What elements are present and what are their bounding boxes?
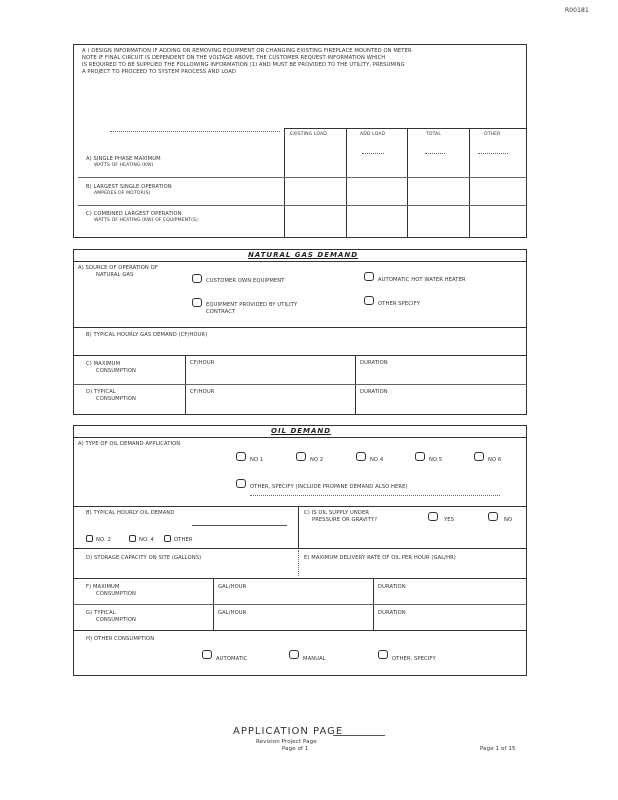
entry-blank[interactable]	[362, 153, 384, 154]
oil-pressure-no-checkbox[interactable]	[488, 512, 498, 521]
oil-source-manual-label: MANUAL	[303, 656, 326, 662]
oil-radio-3[interactable]	[164, 535, 171, 542]
oil-grade-1-label: NO 1	[250, 457, 264, 463]
section-rule	[73, 548, 527, 549]
table-row-rule	[78, 177, 527, 178]
oil-grade-2-label: NO 2	[310, 457, 324, 463]
gas-question-sub: NATURAL GAS	[96, 272, 134, 278]
oil-grade-4-checkbox[interactable]	[356, 452, 366, 461]
gas-typ-duration: DURATION	[360, 389, 388, 395]
table-divider	[407, 128, 408, 238]
row-sublabel: WATTS OF HEATING (KW)	[94, 163, 154, 168]
entry-blank[interactable]	[425, 153, 445, 154]
oil-delivery-label: E) MAXIMUM DELIVERY RATE OF OIL PER HOUR (GAL/HR)	[304, 555, 456, 561]
notice-line-1: A ) DESIGN INFORMATION IF ADDING OR REMOVING EQUIPMENT OR CHANGING EXISTING FIREPLACE MOUNTED ON METER	[82, 48, 412, 54]
gas-option-utility-label: EQUIPMENT PROVIDED BY UTILITY	[206, 302, 298, 308]
table-top-rule	[284, 128, 527, 129]
gas-max-duration: DURATION	[360, 360, 388, 366]
oil-pressure-no-label: NO	[504, 517, 513, 523]
oil-radio-2-label: NO. 4	[139, 537, 154, 543]
gas-typical-label: B) TYPICAL HOURLY GAS DEMAND (CF/HOUR)	[86, 332, 208, 338]
grid-divider	[298, 506, 299, 548]
section-rule	[73, 630, 527, 631]
oil-grade-5-checkbox[interactable]	[415, 452, 425, 461]
footer-title: APPLICATION PAGE	[233, 726, 344, 737]
gas-option-other-checkbox[interactable]	[364, 296, 374, 305]
oil-grade-6-checkbox[interactable]	[474, 452, 484, 461]
oil-source-manual-checkbox[interactable]	[289, 650, 299, 659]
table-divider	[284, 128, 285, 238]
oil-typical-input[interactable]	[192, 525, 287, 526]
table-divider	[346, 128, 347, 238]
notice-line-4: A PROJECT TO PROCEED TO SYSTEM PROCESS AND LOAD	[82, 69, 236, 75]
oil-source-auto-label: AUTOMATIC	[216, 656, 248, 662]
oil-radio-2[interactable]	[129, 535, 136, 542]
section-header-rule	[73, 437, 527, 438]
grid-row-rule	[73, 604, 527, 605]
gas-option-heater-label: AUTOMATIC HOT WATER HEATER	[378, 277, 466, 283]
gas-option-other-label: OTHER SPECIFY	[378, 301, 420, 307]
col-header-existing: EXISTING LOAD	[290, 132, 327, 137]
gas-max-label: C) MAXIMUM	[86, 361, 121, 367]
grid-divider	[185, 355, 186, 415]
row-sublabel: WATTS OF HEATING (KW) OF EQUIPMENT(S)	[94, 218, 198, 223]
oil-grade-5-label: NO 5	[429, 457, 443, 463]
gas-question: A) SOURCE OF OPERATION OF	[78, 265, 158, 271]
oil-typ-gal: GAL/HOUR	[218, 610, 247, 616]
label-leader	[110, 131, 280, 132]
oil-other-blank[interactable]	[250, 495, 500, 496]
oil-grade-6-label: NO 6	[488, 457, 502, 463]
gas-section-title: NATURAL GAS DEMAND	[248, 251, 359, 259]
footer-sub-1: Revision Project Page	[256, 739, 317, 745]
oil-source-other-label: OTHER, SPECIFY	[392, 656, 436, 662]
oil-grade-1-checkbox[interactable]	[236, 452, 246, 461]
gas-option-own-checkbox[interactable]	[192, 274, 202, 283]
oil-other-label: OTHER, SPECIFY (INCLUDE PROPANE DEMAND ALSO HERE)	[250, 484, 408, 490]
notice-line-2: NOTE IF FINAL CIRCUIT IS DEPENDENT ON THE VOLTAGE ABOVE, THE CUSTOMER REQUEST INFORMATION WHICH	[82, 55, 386, 61]
section-header-rule	[73, 261, 527, 262]
section-rule	[73, 578, 527, 579]
notice-line-3: IS REQUIRED TO BE SUPPLIED THE FOLLOWING INFORMATION (1) AND MUST BE PROVIDED TO THE UTILITY, PRESUMING	[82, 62, 405, 68]
col-header-add: ADD LOAD	[360, 132, 386, 137]
oil-grade-4-label: NO 4	[370, 457, 384, 463]
oil-typical-label: B) TYPICAL HOURLY OIL DEMAND	[86, 510, 175, 516]
oil-radio-1[interactable]	[86, 535, 93, 542]
footer-page-number: Page 1 of 15	[480, 746, 516, 752]
oil-pressure-label: C) IS OIL SUPPLY UNDER	[304, 510, 370, 516]
oil-source-label: H) OTHER CONSUMPTION	[86, 636, 155, 642]
oil-radio-3-label: OTHER	[174, 537, 193, 543]
oil-typ-sub: CONSUMPTION	[96, 617, 137, 623]
oil-pressure-sub: PRESSURE OR GRAVITY?	[312, 517, 378, 523]
grid-divider	[355, 355, 356, 415]
document-id: R00181	[565, 7, 589, 14]
gas-typ-label: D) TYPICAL	[86, 389, 116, 395]
oil-section-title: OIL DEMAND	[271, 427, 332, 435]
row-label: A) SINGLE PHASE MAXIMUM	[86, 156, 161, 162]
oil-typ-duration: DURATION	[378, 610, 406, 616]
gas-typ-sub: CONSUMPTION	[96, 396, 137, 402]
footer-sub-2: Page of 1	[282, 746, 309, 752]
oil-storage-label: D) STORAGE CAPACITY ON SITE (GALLONS)	[86, 555, 202, 561]
oil-question: A) TYPE OF OIL DEMAND APPLICATION	[78, 441, 181, 447]
oil-radio-1-label: NO. 2	[96, 537, 111, 543]
gas-max-cf: CF/HOUR	[190, 360, 215, 366]
oil-grade-2-checkbox[interactable]	[296, 452, 306, 461]
col-header-total: TOTAL	[426, 132, 442, 137]
row-sublabel: AMPERES OF MOTOR(S)	[94, 191, 151, 196]
oil-other-checkbox[interactable]	[236, 479, 246, 488]
grid-divider	[298, 550, 299, 576]
oil-max-label: F) MAXIMUM	[86, 584, 120, 590]
table-row-rule	[78, 205, 527, 206]
section-rule	[73, 355, 527, 356]
gas-option-utility-sub: CONTRACT	[206, 309, 236, 315]
table-divider	[469, 128, 470, 238]
row-label: C) COMBINED LARGEST OPERATION	[86, 211, 182, 217]
oil-max-duration: DURATION	[378, 584, 406, 590]
gas-typ-cf: CF/HOUR	[190, 389, 215, 395]
gas-option-heater-checkbox[interactable]	[364, 272, 374, 281]
oil-max-gal: GAL/HOUR	[218, 584, 247, 590]
oil-max-sub: CONSUMPTION	[96, 591, 137, 597]
gas-max-sub: CONSUMPTION	[96, 368, 137, 374]
grid-row-rule	[73, 384, 527, 385]
gas-option-own-label: CUSTOMER OWN EQUIPMENT	[206, 278, 285, 284]
section-rule	[73, 506, 527, 507]
col-header-other: OTHER	[484, 132, 501, 137]
entry-blank[interactable]	[478, 153, 508, 154]
oil-typ-label: G) TYPICAL	[86, 610, 116, 616]
gas-option-utility-checkbox[interactable]	[192, 298, 202, 307]
oil-source-other-checkbox[interactable]	[378, 650, 388, 659]
oil-source-auto-checkbox[interactable]	[202, 650, 212, 659]
oil-pressure-yes-label: YES	[444, 517, 455, 523]
section-rule	[73, 327, 527, 328]
row-label: B) LARGEST SINGLE OPERATION	[86, 184, 172, 190]
footer-title-blank	[333, 735, 385, 736]
oil-pressure-yes-checkbox[interactable]	[428, 512, 438, 521]
